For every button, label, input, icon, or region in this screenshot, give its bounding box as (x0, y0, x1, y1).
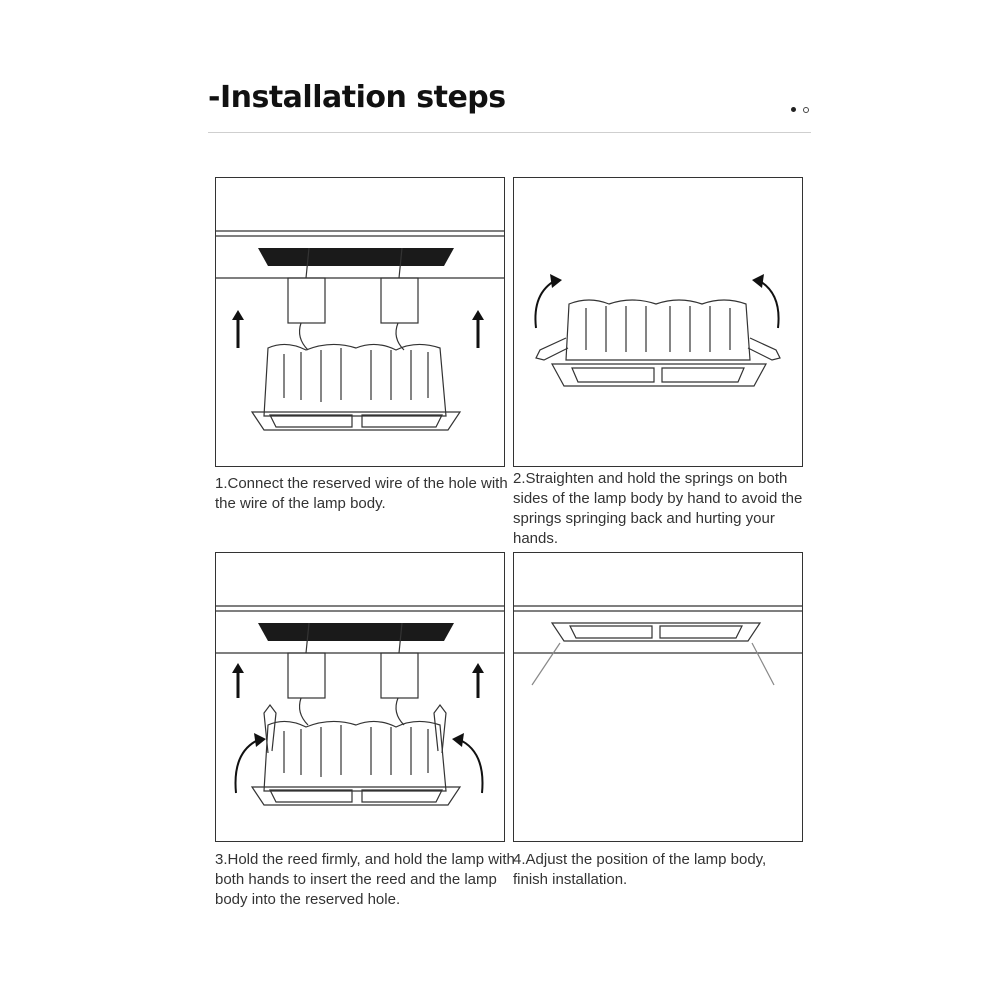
page-title: -Installation steps (208, 80, 506, 115)
step-3-caption: 3.Hold the reed firmly, and hold the lamp with both hands to insert the reed and the lamp body into the reserved hole. (215, 851, 515, 908)
step-1-caption: 1.Connect the reserved wire of the hole with the wire of the lamp body. (215, 475, 508, 512)
step-3-illustration (215, 552, 505, 842)
active-page-dot (791, 107, 796, 112)
step-2-illustration (513, 177, 803, 467)
step-4-caption: 4.Adjust the position of the lamp body, finish installation. (513, 851, 767, 888)
up-arrow-icon (232, 663, 484, 698)
pagination-dots (791, 101, 812, 119)
step-4-illustration (513, 552, 803, 842)
inactive-page-dot (803, 107, 809, 113)
curved-arrow-icon (535, 274, 778, 328)
up-arrow-icon (232, 310, 484, 348)
step-1-illustration (215, 177, 505, 467)
header-divider (208, 132, 811, 133)
step-2-caption: 2.Straighten and hold the springs on both sides of the lamp body by hand to avoid the springs springing back and hurting your hands. (513, 470, 803, 547)
